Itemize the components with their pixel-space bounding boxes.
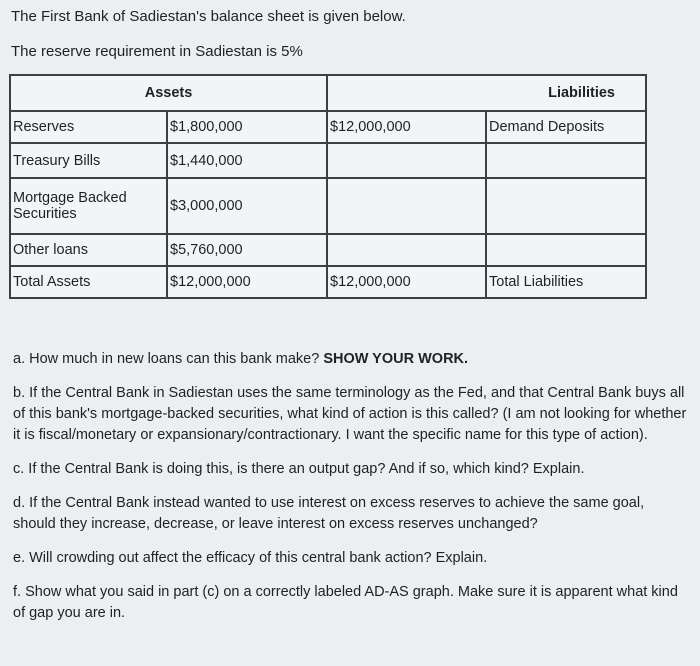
question-e: e. Will crowding out affect the efficacy of this central bank action? Explain.	[13, 550, 488, 566]
intro-line-2: The reserve requirement in Sadiestan is 5%	[11, 43, 303, 60]
question-a-emphasis: SHOW YOUR WORK.	[323, 351, 469, 367]
table-row	[10, 178, 646, 234]
table-row	[10, 266, 646, 298]
row-liability-value: $12,000,000	[327, 111, 486, 143]
row-asset-value: $5,760,000	[167, 234, 327, 266]
header-liabilities: Liabilities	[327, 75, 646, 111]
row-liability-value	[327, 143, 486, 178]
questions-list	[13, 349, 689, 637]
table-row	[10, 234, 646, 266]
row-label: Other loans	[10, 234, 167, 266]
balance-sheet-table	[9, 74, 647, 299]
row-label: Total Assets	[10, 266, 167, 298]
table-header-row	[10, 75, 646, 111]
row-liability-value: $12,000,000	[327, 266, 486, 298]
row-asset-value: $1,440,000	[167, 143, 327, 178]
row-label: Treasury Bills	[10, 143, 167, 178]
row-label: Mortgage Backed Securities	[10, 178, 167, 234]
row-label: Reserves	[10, 111, 167, 143]
row-liability-value	[327, 234, 486, 266]
row-liability-label: Demand Deposits	[486, 111, 646, 143]
question-b: b. If the Central Bank in Sadiestan uses the same terminology as the Fed, and that Central Bank buys all of this bank's mortgage-backed securities, what kind of action is this called? (I am not looking for whether it is fiscal/monetary or expansionary/contractionary. I want the specific name for this type of action).	[13, 385, 687, 443]
question-d: d. If the Central Bank instead wanted to use interest on excess reserves to achieve the same goal, should they increase, decrease, or leave interest on excess reserves unchanged?	[13, 495, 645, 532]
row-asset-value: $1,800,000	[167, 111, 327, 143]
question-a-text: a. How much in new loans can this bank make?	[13, 351, 324, 367]
row-liability-value	[327, 178, 486, 234]
row-asset-value: $3,000,000	[167, 178, 327, 234]
row-liability-label	[486, 234, 646, 266]
table-row	[10, 111, 646, 143]
row-asset-value: $12,000,000	[167, 266, 327, 298]
header-assets: Assets	[10, 75, 327, 111]
question-a	[13, 349, 689, 370]
intro-line-1: The First Bank of Sadiestan's balance sheet is given below.	[11, 8, 406, 25]
table-row	[10, 143, 646, 178]
row-liability-label	[486, 178, 646, 234]
question-c: c. If the Central Bank is doing this, is there an output gap? And if so, which kind? Explain.	[13, 461, 585, 477]
row-liability-label	[486, 143, 646, 178]
question-f: f. Show what you said in part (c) on a correctly labeled AD-AS graph. Make sure it is apparent what kind of gap you are in.	[13, 584, 678, 621]
row-liability-label: Total Liabilities	[486, 266, 646, 298]
